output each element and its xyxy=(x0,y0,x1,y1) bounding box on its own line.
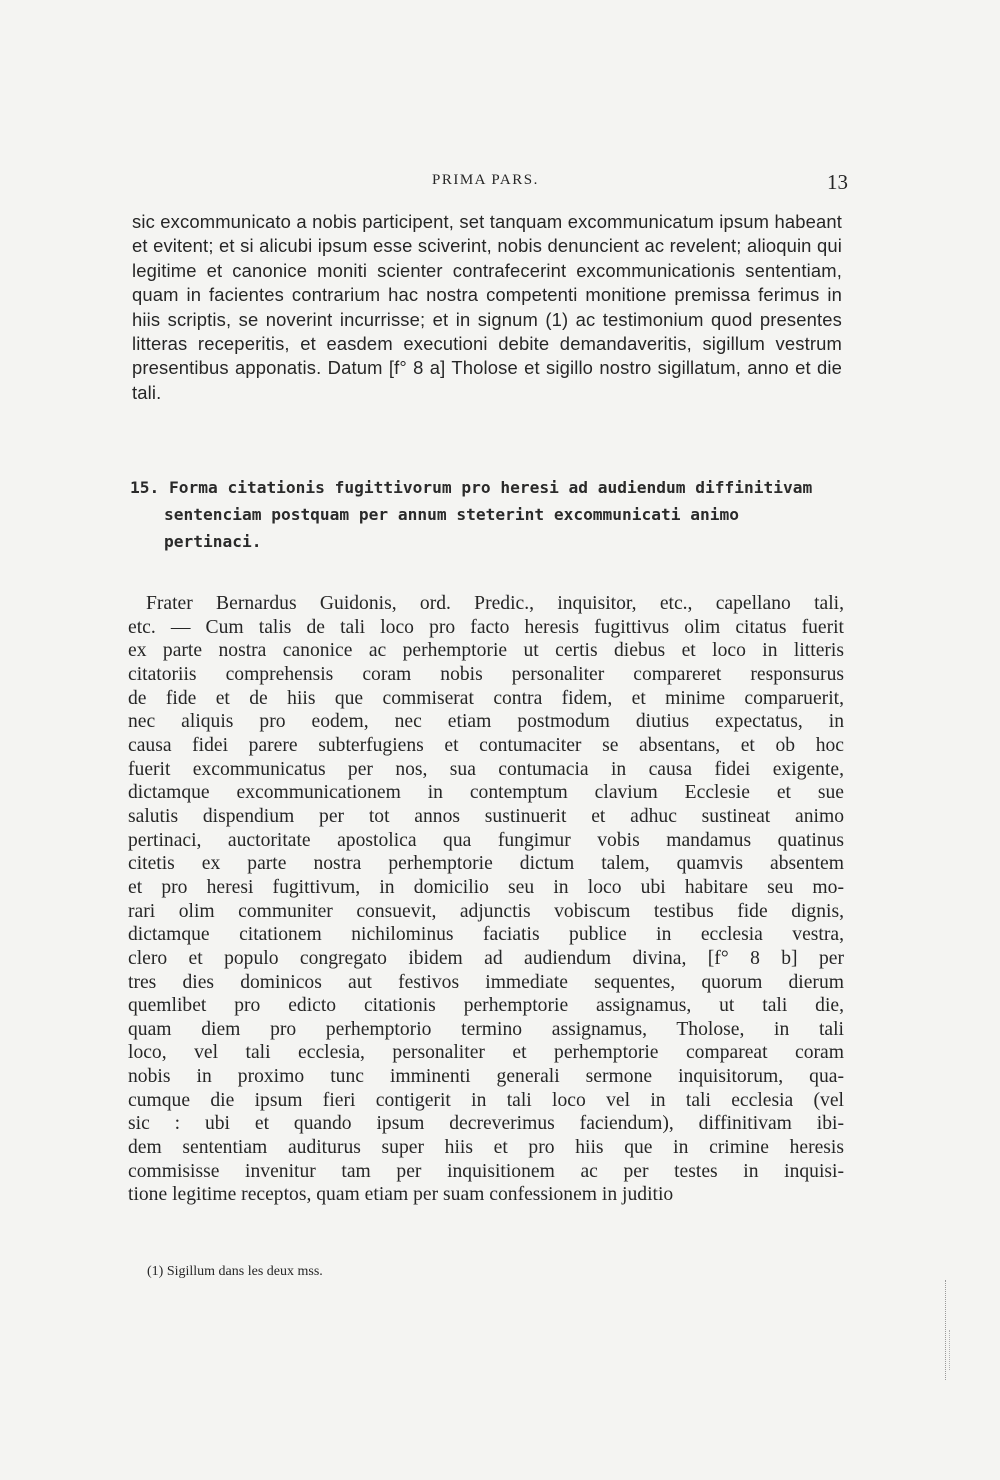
paragraph-line: citatoriis comprehensis coram nobis personaliter compareret responsurus xyxy=(128,663,844,685)
paragraph-continuation: sic excommunicato a nobis participent, set tanquam excommunicatum ipsum habeant et evitent; et si alicubi ipsum esse sciverint, nobis denuncient ac revelent; alioquin qui legitime et canonice moniti scienter contrafecerint excommunicationis sententiam, quam in facientes contrarium hac nostra competenti monitione premissa ferimus in hiis scriptis, se noverint incurrisse; et in signum (1) ac testimonium quod presentes litteras receperitis, et easdem executioni debite demandaveritis, sigillum vestrum presentibus apponatis. Datum [f° 8 a] Tholose et sigillo nostro sigillatum, anno et die tali. xyxy=(132,211,842,403)
paragraph-line: commisisse invenitur tam per inquisitionem ac per testes in inquisi- xyxy=(128,1160,844,1182)
paragraph-line: pertinaci, auctoritate apostolica qua fungimur vobis mandamus quatinus xyxy=(128,829,844,851)
section-15-heading xyxy=(130,474,844,555)
paragraph-line: quemlibet pro edicto citationis perhemptorie assignamus, ut tali die, xyxy=(128,995,844,1017)
paragraph-line: de fide et de hiis que commiserat contra fidem, et minime comparuerit, xyxy=(128,687,844,709)
page-edge-mark xyxy=(945,1280,948,1380)
paragraph-line: ex parte nostra canonice ac perhemptorie ut certis diebus et loco in litteris xyxy=(128,640,844,662)
paragraph-line: Frater Bernardus Guidonis, ord. Predic., inquisitor, etc., capellano tali, xyxy=(146,593,844,614)
section-heading-line: pertinaci. xyxy=(164,532,262,551)
paragraph-line: nec aliquis pro eodem, nec etiam postmodum diutius expectatus, in xyxy=(128,711,844,733)
paragraph-line: sic : ubi et quando ipsum decreverimus faciendum), diffinitivam ibi- xyxy=(128,1113,844,1135)
paragraph-line: rari olim communiter consuevit, adjunctis vobiscum testibus fide dignis, xyxy=(128,900,844,922)
paragraph-line: salutis dispendium per tot annos sustinuerit et adhuc sustineat animo xyxy=(128,805,844,827)
paragraph-line: loco, vel tali ecclesia, personaliter et perhemptorie compareat coram xyxy=(128,1042,844,1064)
paragraph-line: fuerit excommunicatus per nos, sua contumacia in causa fidei exigente, xyxy=(128,758,844,780)
section-heading-line: 15. Forma citationis fugittivorum pro heresi ad audiendum diffinitivam xyxy=(130,478,813,497)
paragraph-citation-form xyxy=(128,592,844,1207)
paragraph-line: clero et populo congregato ibidem ad audiendum divina, [f° 8 b] per xyxy=(128,947,844,969)
paragraph-line: nobis in proximo tunc imminenti generali sermone inquisitorum, qua- xyxy=(128,1066,844,1088)
paragraph-line: causa fidei parere subterfugiens et contumaciter se absentans, et ob hoc xyxy=(128,734,844,756)
running-head xyxy=(132,172,848,198)
footnote: (1) Sigillum dans les deux mss. xyxy=(147,1264,323,1279)
paragraph-line: tione legitime receptos, quam etiam per suam confessionem in juditio xyxy=(128,1184,674,1206)
paragraph-line: dem sententiam auditurus super hiis et pro hiis que in crimine heresis xyxy=(128,1137,844,1159)
paragraph-line: tres dies dominicos aut festivos immediate sequentes, quorum dierum xyxy=(128,971,844,993)
paragraph-line: et pro heresi fugittivum, in domicilio seu in loco ubi habitare seu mo- xyxy=(128,876,844,898)
paragraph-line: citetis ex parte nostra perhemptorie dictum talem, quamvis absentem xyxy=(128,853,844,875)
paragraph-line: etc. — Cum talis de tali loco pro facto heresis fugittivus olim citatus fuerit xyxy=(128,616,844,638)
running-title: PRIMA PARS. xyxy=(432,172,539,188)
paragraph-line: dictamque excommunicationem in contemptum clavium Ecclesie et sue xyxy=(128,782,844,804)
page-number: 13 xyxy=(827,170,848,194)
paragraph-line: cumque die ipsum fieri contigerit in tali loco vel in tali ecclesia (vel xyxy=(128,1089,844,1111)
page-edge-mark xyxy=(949,1330,952,1370)
section-heading-line: sentenciam postquam per annum steterint excommunicati animo xyxy=(164,505,739,524)
paragraph-line: dictamque citationem nichilominus faciatis publice in ecclesia vestra, xyxy=(128,924,844,946)
paragraph-line: quam diem pro perhemptorio termino assignamus, Tholose, in tali xyxy=(128,1018,844,1040)
